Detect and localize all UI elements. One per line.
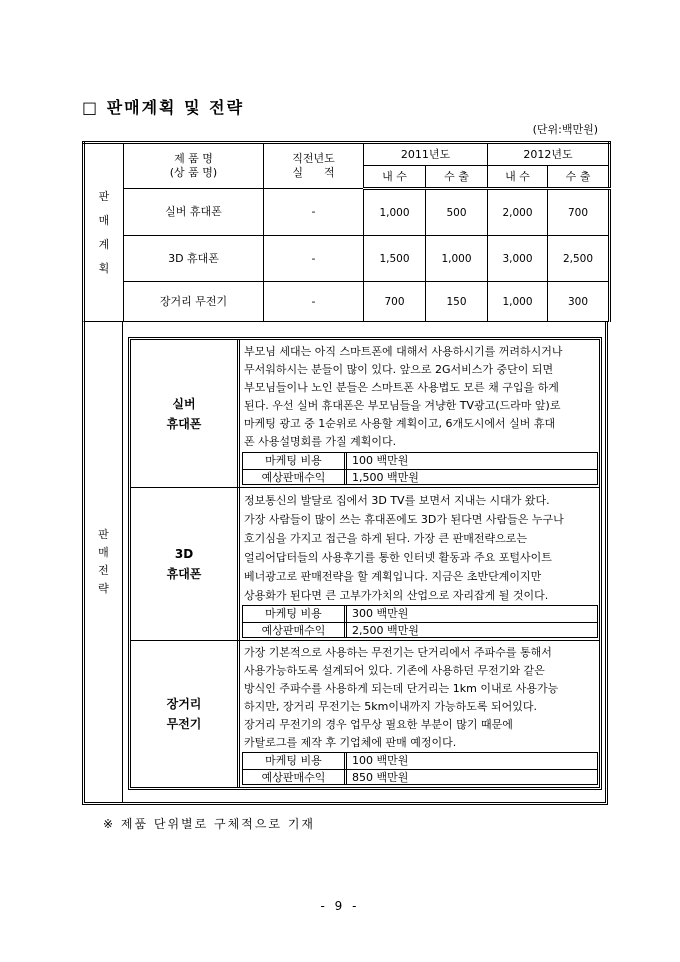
- strategy-product-line: 실버: [172, 396, 196, 411]
- budget-table: [242, 605, 598, 638]
- strategy-side-label-text: [85, 322, 122, 802]
- cell-2012-export: 300: [548, 282, 610, 322]
- strategy-content: [240, 641, 599, 787]
- plan-side-char: 획: [98, 261, 110, 275]
- sales-plan-table: [82, 141, 611, 322]
- strategy-content: [240, 340, 599, 487]
- header-year-2011: 2011년도: [364, 143, 488, 166]
- description-line: 가장 사람들이 많이 쓰는 휴대폰에도 3D가 된다면 사람들은 누구나: [244, 513, 564, 526]
- header-product-line: (상 품 명): [169, 166, 218, 179]
- strategy-product-label: [131, 340, 240, 487]
- expected-revenue-row: [243, 469, 597, 485]
- table-row: [84, 282, 610, 322]
- header-prev-year-line: 직전년도: [292, 152, 335, 165]
- cell-prev: -: [264, 282, 364, 322]
- marketing-cost-value: 300 백만원: [352, 607, 409, 620]
- header-year-2012: 2012년도: [488, 143, 610, 166]
- marketing-cost-row: [243, 606, 597, 622]
- strategy-side-char: 략: [98, 582, 109, 595]
- cell-product: 실버 휴대폰: [124, 189, 264, 236]
- strategy-product-line: 휴대폰: [166, 567, 202, 581]
- description-line: 사용가능하도록 설계되어 있다. 기존에 사용하던 무전기와 같은: [244, 664, 545, 677]
- cell-product: 장거리 무전기: [124, 282, 264, 322]
- expected-revenue-value: 2,500 백만원: [352, 623, 419, 637]
- description-line: 된다. 우선 실버 휴대폰은 부모님들을 겨냥한 TV광고(드라마 앞)로: [244, 399, 561, 412]
- header-2012-domestic: 내 수: [488, 166, 548, 189]
- strategy-side-char: 매: [98, 546, 109, 559]
- plan-side-char: 매: [98, 213, 110, 227]
- table-row: [84, 236, 610, 282]
- description-line: 상용화가 된다면 큰 고부가가치의 산업으로 자리잡게 될 것이다.: [244, 589, 549, 602]
- unit-note: (단위:백만원): [532, 123, 598, 136]
- description-line: 가장 기본적으로 사용하는 무전기는 단거리에서 주파수를 통해서: [244, 646, 552, 659]
- marketing-cost-label: 마케팅 비용: [243, 453, 347, 469]
- cell-2011-domestic: 1,000: [364, 189, 426, 236]
- header-prev-year-line: 실 적: [292, 166, 335, 179]
- strategy-product-line: 휴대폰: [166, 416, 202, 431]
- marketing-cost-label: 마케팅 비용: [243, 606, 347, 622]
- strategy-description: [244, 491, 597, 605]
- cell-product: 3D 휴대폰: [124, 236, 264, 282]
- page-number: - 9 -: [320, 899, 360, 913]
- strategy-description: [244, 343, 597, 451]
- marketing-cost-row: [243, 753, 597, 769]
- header-2011-domestic: 내 수: [364, 166, 426, 189]
- section-title: □ 판매계획 및 전략: [82, 98, 245, 117]
- plan-header-row: [84, 143, 610, 166]
- cell-2011-export: 500: [426, 189, 488, 236]
- header-prev-year: [264, 143, 364, 189]
- cell-2011-export: 150: [426, 282, 488, 322]
- cell-2012-domestic: 1,000: [488, 282, 548, 322]
- table-row: [84, 189, 610, 236]
- expected-revenue-row: [243, 769, 597, 785]
- cell-2012-domestic: 2,000: [488, 189, 548, 236]
- plan-side-char: 계: [98, 237, 110, 251]
- description-line: 호기심을 가지고 접근을 하게 된다. 가장 큰 판매전략으로는: [244, 532, 527, 545]
- expected-revenue-label: 예상판매수익: [243, 770, 347, 785]
- strategy-product-line: 3D: [174, 547, 194, 561]
- description-line: 장거리 무전기의 경우 업무상 필요한 부분이 많기 때문에: [244, 718, 513, 731]
- strategy-description: [244, 644, 597, 752]
- strategy-side-label: [85, 322, 123, 802]
- description-line: 무서워하시는 분들이 많이 있다. 앞으로 2G서비스가 중단이 되면: [244, 363, 554, 376]
- strategy-content: [240, 488, 599, 640]
- budget-table: [242, 752, 598, 785]
- strategy-product-line: 무전기: [166, 717, 202, 731]
- description-line: 정보통신의 발달로 집에서 3D TV를 보면서 지내는 시대가 왔다.: [244, 494, 550, 507]
- plan-side-label: [84, 143, 124, 322]
- strategy-product-line: 장거리: [166, 697, 202, 711]
- header-2011-export: 수 출: [426, 166, 488, 189]
- cell-2011-export: 1,000: [426, 236, 488, 282]
- header-product: [124, 143, 264, 189]
- description-line: 마케팅 광고 중 1순위로 사용할 계획이고, 6개도시에서 실버 휴대: [244, 417, 556, 430]
- description-line: 베너광고로 판매전략을 할 계획입니다. 지금은 초반단계이지만: [244, 570, 542, 583]
- cell-prev: -: [264, 236, 364, 282]
- description-line: 방식인 주파수를 사용하게 되는데 단거리는 1km 이내로 사용가능: [244, 682, 559, 695]
- header-2012-export: 수 출: [548, 166, 610, 189]
- cell-2011-domestic: 700: [364, 282, 426, 322]
- marketing-cost-row: [243, 453, 597, 469]
- expected-revenue-value: 1,500 백만원: [352, 470, 419, 484]
- header-product-line: 제 품 명: [174, 152, 213, 165]
- strategy-side-char: 전: [98, 564, 109, 577]
- strategy-table: [128, 337, 602, 790]
- marketing-cost-value: 100 백만원: [352, 754, 409, 767]
- strategy-side-char: 판: [98, 528, 109, 541]
- cell-2012-export: 700: [548, 189, 610, 236]
- strategy-row-3d-phone: [131, 487, 599, 640]
- expected-revenue-value: 850 백만원: [352, 770, 409, 784]
- strategy-product-label: [131, 641, 240, 787]
- description-line: 부모님 세대는 아직 스마트폰에 대해서 사용하시기를 꺼려하시거나: [244, 345, 563, 358]
- strategy-row-long-range-radio: [131, 640, 599, 787]
- description-line: 카탈로그를 제작 후 기업체에 판매 예정이다.: [244, 736, 457, 749]
- expected-revenue-label: 예상판매수익: [243, 623, 347, 638]
- description-line: 하지만, 장거리 무전기는 5km이내까지 가능하도록 되어있다.: [244, 700, 537, 713]
- description-line: 부모님들이나 노인 분들은 스마트폰 사용법도 모른 채 구입을 하게: [244, 381, 559, 394]
- plan-side-char: 판: [98, 189, 110, 203]
- marketing-cost-value: 100 백만원: [352, 454, 409, 467]
- expected-revenue-row: [243, 622, 597, 638]
- expected-revenue-label: 예상판매수익: [243, 470, 347, 485]
- cell-prev: -: [264, 189, 364, 236]
- strategy-product-label: [131, 488, 240, 640]
- footnote: ※ 제품 단위별로 구체적으로 기재: [103, 817, 316, 831]
- marketing-cost-label: 마케팅 비용: [243, 753, 347, 769]
- description-line: 얼리어답터들의 사용후기를 통한 인터넷 활동과 주요 포털사이트: [244, 551, 552, 564]
- plan-side-label-text: [85, 185, 123, 281]
- cell-2011-domestic: 1,500: [364, 236, 426, 282]
- cell-2012-domestic: 3,000: [488, 236, 548, 282]
- cell-2012-export: 2,500: [548, 236, 610, 282]
- budget-table: [242, 452, 598, 485]
- description-line: 폰 사용설명회를 가질 계획이다.: [244, 435, 397, 448]
- strategy-row-silver-phone: [131, 340, 599, 487]
